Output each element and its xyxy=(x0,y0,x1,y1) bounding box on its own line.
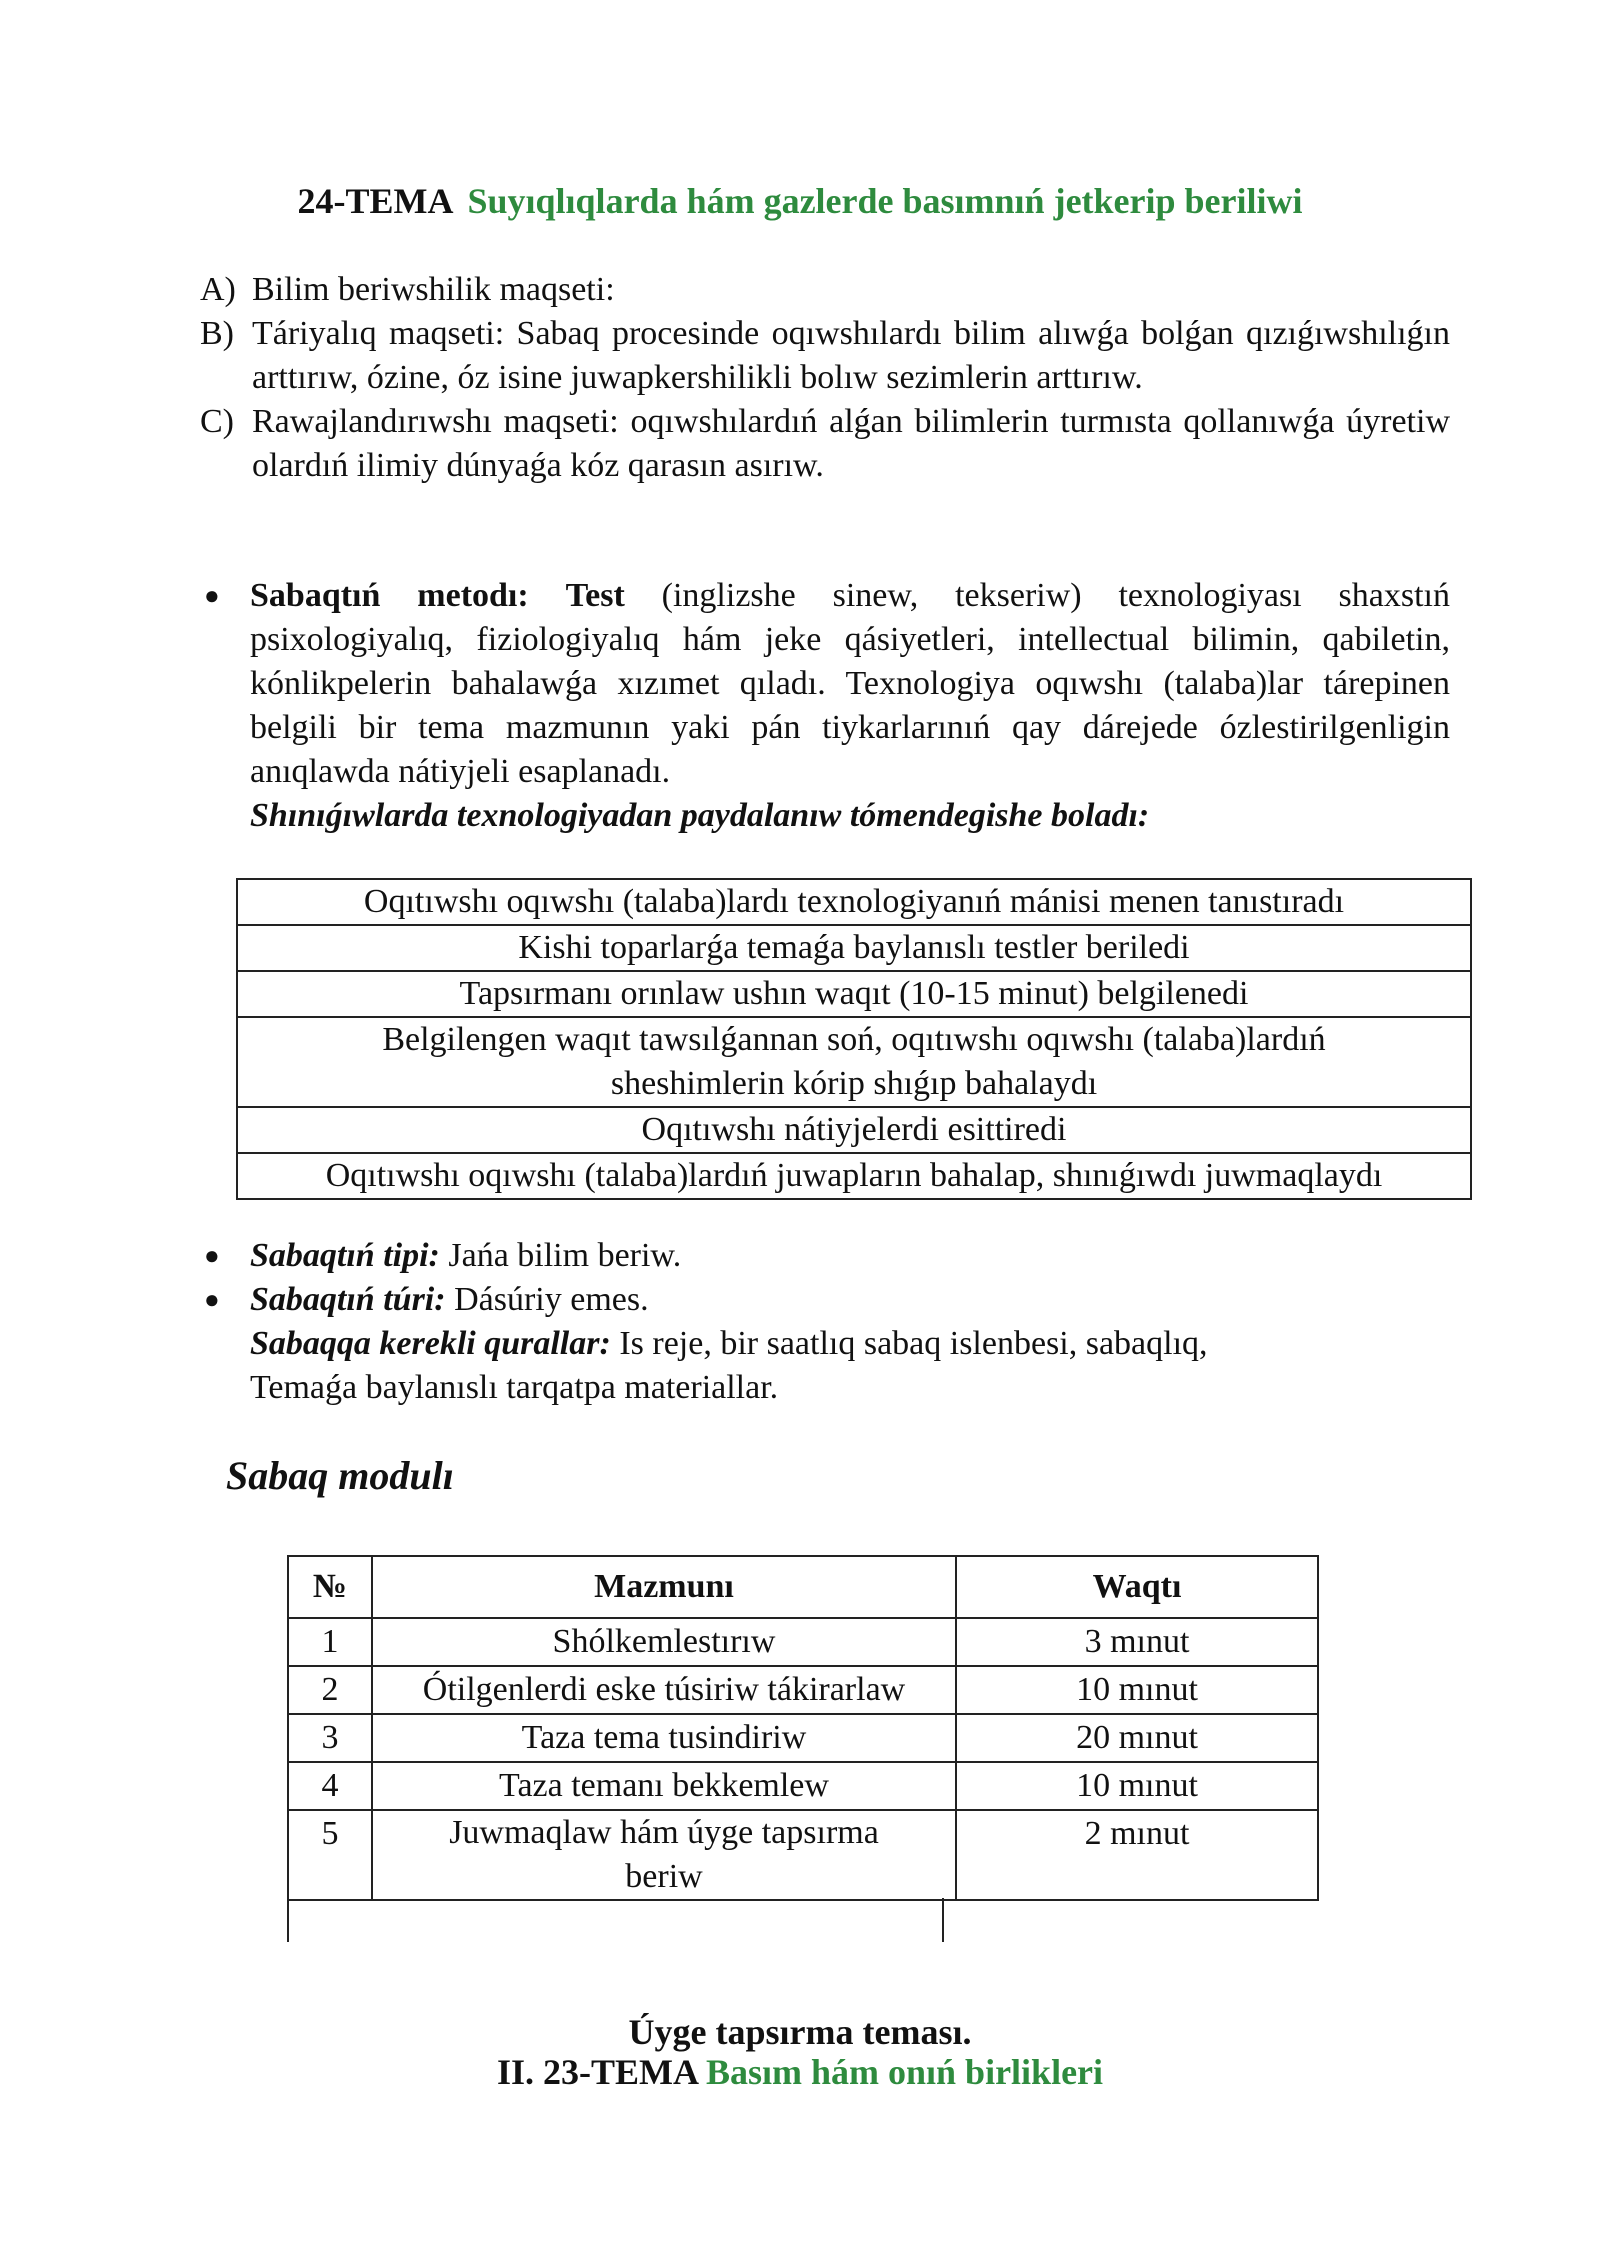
table-row xyxy=(237,1153,1471,1199)
page-title xyxy=(0,180,1600,222)
table-row xyxy=(237,1107,1471,1153)
table-row xyxy=(288,1618,1318,1666)
goal-item xyxy=(200,400,1450,488)
table-header-row xyxy=(288,1556,1318,1618)
row-time: 20 mınut xyxy=(956,1714,1318,1762)
method-text: (inglizshe sinew, tekseriw) texnologiyası shaxstıń psixologiyalıq, fiziologiyalıq hám jeke qásiyetleri, intellectual bilimin, qabiletin, kónlikpelerin bahalawǵa xızımet qıladı. Texnologiya oqıwshı (talaba)lar tárepinen belgili bir tema mazmunın yaki pán tiykarlarınıń qay dárejede ózlestirilgenligin anıqlawda nátiyjeli esaplanadı. xyxy=(250,577,1450,790)
table-row xyxy=(288,1714,1318,1762)
row-content: Taza tema tusindiriw xyxy=(372,1714,956,1762)
row-content: Ótilgenlerdi eske túsiriw tákirarlaw xyxy=(372,1666,956,1714)
homework-topic-line xyxy=(0,2052,1600,2092)
table-trailing-lines xyxy=(287,1898,944,1942)
step-cell: Kishi toparlarǵa temaǵa baylanıslı testler beriledi xyxy=(237,925,1471,971)
steps-table xyxy=(236,878,1472,1200)
title-topic: Suyıqlıqlarda hám gazlerde basımnıń jetkerip beriliwi xyxy=(467,181,1303,221)
usage-heading: Shınıǵıwlarda texnologiyadan paydalanıw tómendegishe boladı: xyxy=(250,797,1150,834)
step-cell: Belgilengen waqıt tawsılǵannan soń, oqıtıwshı oqıwshı (talaba)lardıń sheshimlerin kórip shıǵıp bahalaydı xyxy=(237,1017,1471,1107)
goal-letter: B) xyxy=(200,315,234,352)
lesson-type-value: Jańa bilim beriw. xyxy=(448,1237,682,1274)
goal-item xyxy=(200,268,1450,312)
goal-letter: A) xyxy=(200,271,236,308)
module-table xyxy=(287,1555,1319,1901)
module-title: Sabaq modulı xyxy=(226,1453,454,1498)
goal-letter: C) xyxy=(200,403,234,440)
step-cell: Oqıtıwshı oqıwshı (talaba)lardı texnologiyanıń mánisi menen tanıstıradı xyxy=(237,879,1471,925)
tools-value: Is reje, bir saatlıq sabaq islenbesi, sabaqlıq, Temaǵa baylanıslı tarqatpa materiallar. xyxy=(250,1325,1208,1406)
column-header: № xyxy=(288,1556,372,1618)
method-paragraph xyxy=(200,574,1450,794)
row-number: 5 xyxy=(288,1810,372,1900)
homework-section xyxy=(0,2012,1600,2092)
row-time: 3 mınut xyxy=(956,1618,1318,1666)
row-content: Shólkemlestırıw xyxy=(372,1618,956,1666)
lesson-kind-value: Dásúriy emes. xyxy=(454,1281,649,1318)
step-cell: Tapsırmanı orınlaw ushın waqıt (10-15 minut) belgilenedi xyxy=(237,971,1471,1017)
table-row xyxy=(237,925,1471,971)
column-header: Mazmunı xyxy=(372,1556,956,1618)
table-row xyxy=(237,971,1471,1017)
step-cell: Oqıtıwshı oqıwshı (talaba)lardıń juwapların bahalap, shınıǵıwdı juwmaqlaydı xyxy=(237,1153,1471,1199)
homework-heading: Úyge tapsırma teması. xyxy=(628,2012,972,2052)
method-test-word: Test xyxy=(565,577,625,614)
table-row xyxy=(237,1017,1471,1107)
lesson-type-label: Sabaqtıń tipi: xyxy=(250,1237,440,1274)
bullet-icon: ● xyxy=(204,1241,220,1270)
lesson-type-row xyxy=(200,1234,1450,1278)
table-row xyxy=(288,1810,1318,1900)
goal-text: Táriyalıq maqseti: Sabaq procesinde oqıwshılardı bilim alıwǵa bolǵan qızıǵıwshılıǵın arttırıw, ózine, óz isine juwapkershilikli bolıw sezimlerin arttırıw. xyxy=(252,315,1450,396)
bullet-icon: ● xyxy=(204,581,220,610)
homework-topic: Basım hám onıń birlikleri xyxy=(705,2052,1104,2092)
lesson-kind-label: Sabaqtıń túri: xyxy=(250,1281,446,1318)
goal-text: Rawajlandırıwshı maqseti: oqıwshılardıń alǵan bilimlerin turmısta qollanıwǵa úyretiw olardıń ilimiy dúnyaǵa kóz qarasın asırıw. xyxy=(252,403,1450,484)
table-row xyxy=(237,879,1471,925)
usage-heading-row xyxy=(200,794,1450,838)
row-number: 1 xyxy=(288,1618,372,1666)
row-content: Taza temanı bekkemlew xyxy=(372,1762,956,1810)
homework-number: II. 23-TEMA xyxy=(496,2052,697,2092)
goals-list xyxy=(200,268,1450,488)
table-row xyxy=(288,1666,1318,1714)
row-number: 3 xyxy=(288,1714,372,1762)
row-content: Juwmaqlaw hám úyge tapsırma beriw xyxy=(372,1810,956,1900)
row-number: 2 xyxy=(288,1666,372,1714)
column-header: Waqtı xyxy=(956,1556,1318,1618)
step-cell: Oqıtıwshı nátiyjelerdi esittiredi xyxy=(237,1107,1471,1153)
lesson-kind-row xyxy=(200,1278,1450,1322)
tools-row xyxy=(200,1322,1450,1410)
bullet-icon: ● xyxy=(204,1285,220,1314)
lesson-info xyxy=(200,1234,1450,1410)
title-number: 24-TEMA xyxy=(297,181,454,221)
row-number: 4 xyxy=(288,1762,372,1810)
method-label: Sabaqtıń metodı: xyxy=(250,577,529,614)
method-section xyxy=(200,574,1450,838)
row-time: 10 mınut xyxy=(956,1762,1318,1810)
table-row xyxy=(288,1762,1318,1810)
row-time: 2 mınut xyxy=(956,1810,1318,1900)
tools-label: Sabaqqa kerekli qurallar: xyxy=(250,1325,611,1362)
row-time: 10 mınut xyxy=(956,1666,1318,1714)
goal-item xyxy=(200,312,1450,400)
goal-text: Bilim beriwshilik maqseti: xyxy=(252,271,615,308)
